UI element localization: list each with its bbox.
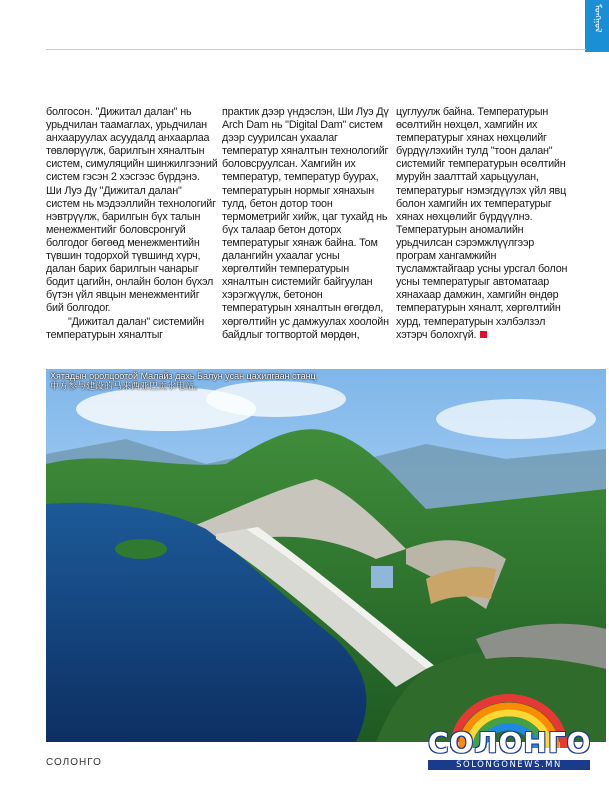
col3-text: цуглуулж байна. Температурын өсөлтийн нөхцөл, хамгийн их температурыг хянах нөхцөлийг бүрдүүлэхийн тулд "тоон далан" системийг температурын өсөлтийн муруйн заалттай харьцуулан, температурыг нэмэгдүүлэх үйл явц болон хамгийн их температурыг хянах нөхцөлийг бүрдүүлнэ. Температурын аномалийн урьдчилсан сэрэмжлүүлгээр програм хангамжийн тусламжтайгаар усны урсгал болон усны температурыг автоматаар хянахаар дамжин, хамгийн өндөр температурын хяналт, хөргөлтийн хурд, температурын хэлбэлзэл хэтэрч болохгүй. (396, 106, 568, 341)
col1-paragraph-1: болгосон. "Дижитал далан" нь урьдчилан таамаглах, урьдчилан анхааруулах асуудалд анхаарлаа төвлөрүүлж, барилгын хяналтын систем, симуляцийн шинжилгээний систем гэсэн 2 хэсгээс бүрдэнэ. Ши Луэ Дү "Дижитал далан" систем нь мэдээллийн технологийг нэвтрүүлж, барилгын бүх талын менежментийг боловсронгуй болгодог бөгөөд менежментийн түвшин тодорхой түвшинд хүрч, далан барих барилгын чанарыг бодит цагийн, онлайн болон бүхэл бүтэн үйл явцын менежментийг бий болгодог. (46, 106, 218, 315)
article-column-2 (222, 106, 394, 342)
solongo-logo (428, 690, 590, 780)
col1-paragraph-2: "Дижитал далан" системийн температурын хяналтыг (46, 315, 205, 341)
caption-chinese: 中方参与建设的马来西亚巴贡水电站。 (50, 381, 204, 391)
photo-caption (50, 371, 316, 391)
logo-text: СОЛОНГО (428, 726, 592, 759)
col2-paragraph-1: практик дээр үндэслэн, Ши Луэ Дү Arch Dam нь "Digital Dam" систем дээр суурилсан ухаалаг температур хяналтын технологийг боловсруулсан. Хамгийн их температур, температур буурах, температурын нормыг хянахын тулд, бетон дотор тоон термометрийг хийж, цаг тухайд нь бүх талаар бетон доторх температурыг хянаж байна. Том далангийн ухаалаг усны хөргөлтийн температурын хяналтын системийг байгуулан хэрэгжүүлж, бетонон температурын хяналтын өгөгдөл, хөргөлтийн ус дамжуулах хоолойн байдлыг тогтвортой мөрдөн, (222, 106, 389, 341)
col3-paragraph-1 (396, 106, 568, 342)
cloud (436, 399, 596, 439)
caption-mongolian: Хятадын оролцоотой Малайз дахь Балун усан цахилгаан станц (50, 371, 316, 381)
dam-illustration (46, 369, 606, 742)
side-tab-text: ᠮᠣᠩᠭᠣᠯ (592, 4, 602, 33)
end-mark (480, 331, 487, 338)
powerhouse (371, 566, 393, 588)
article-column-3 (396, 106, 568, 342)
dam-photo (46, 369, 606, 742)
header-rule (46, 49, 586, 50)
side-tab (585, 0, 609, 52)
island (115, 539, 167, 559)
logo-url: SOLONGONEWS.MN (428, 760, 590, 770)
article-column-1 (46, 106, 218, 342)
footer-magazine-name: СОЛОНГО (46, 757, 102, 768)
